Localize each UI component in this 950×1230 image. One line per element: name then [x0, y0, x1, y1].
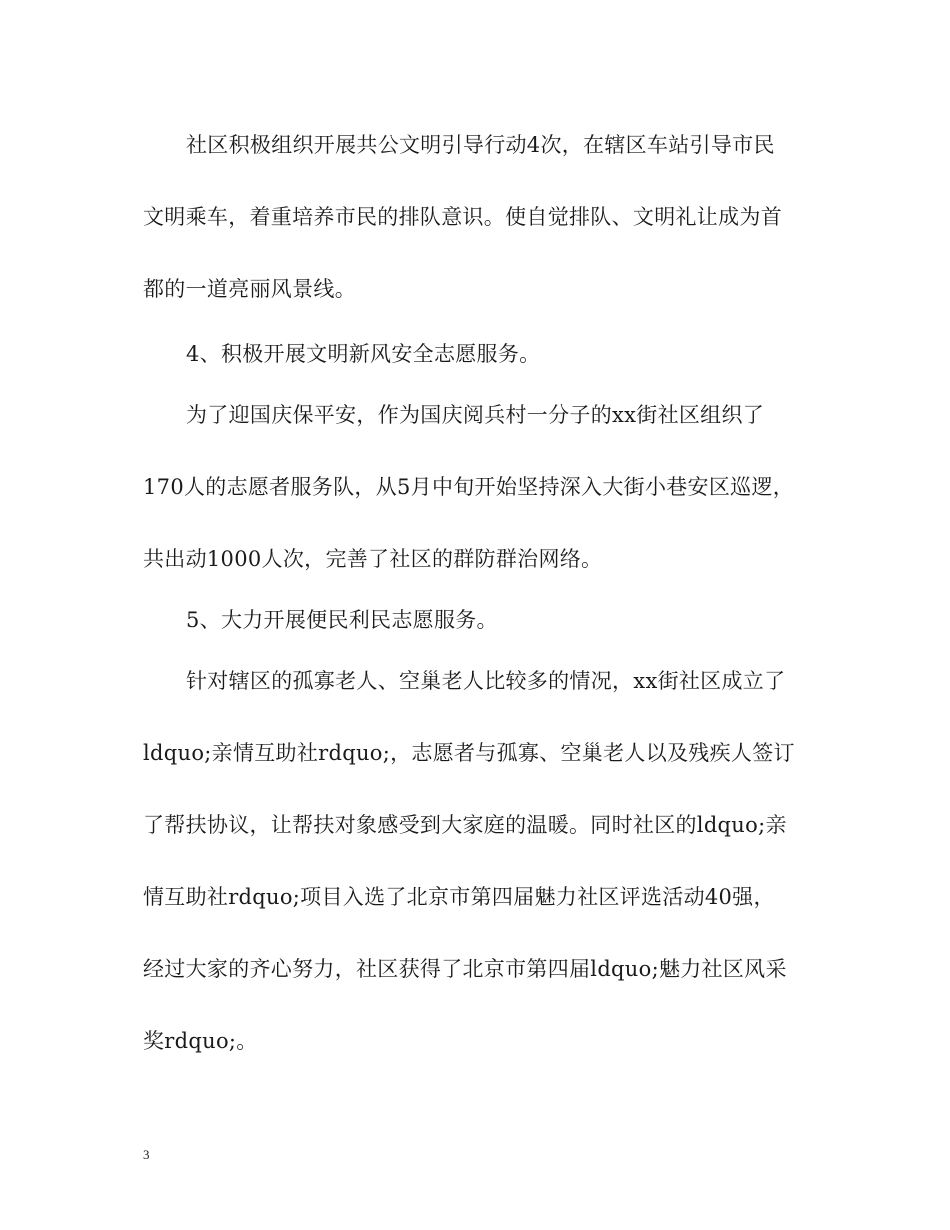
section-heading: 4、积极开展文明新风安全志愿服务。 [186, 342, 541, 366]
paragraph-line: 都的一道亮丽风景线。 [143, 277, 356, 301]
paragraph-line: 共出动1000人次，完善了社区的群防群治网络。 [143, 547, 603, 571]
page-number: 3 [143, 1147, 150, 1162]
paragraph-line: 170人的志愿者服务队，从5月中旬开始坚持深入大街小巷安区巡逻， [143, 475, 795, 499]
paragraph-line: 文明乘车，着重培养市民的排队意识。使自觉排队、文明礼让成为首 [143, 205, 782, 229]
paragraph-line: 社区积极组织开展共公文明引导行动4次，在辖区车站引导市民 [186, 133, 775, 157]
section-heading: 5、大力开展便民利民志愿服务。 [186, 608, 498, 632]
paragraph-line: 奖rdquo;。 [143, 1029, 258, 1053]
paragraph-line: 经过大家的齐心努力，社区获得了北京市第四届ldquo;魅力社区风采 [143, 957, 787, 981]
paragraph-line: 了帮扶协议，让帮扶对象感受到大家庭的温暖。同时社区的ldquo;亲 [143, 813, 787, 837]
paragraph-line: 针对辖区的孤寡老人、空巢老人比较多的情况，xx街社区成立了 [186, 669, 786, 693]
paragraph-line: 情互助社rdquo;项目入选了北京市第四届魅力社区评选活动40强， [143, 885, 775, 909]
paragraph-line: ldquo;亲情互助社rdquo;，志愿者与孤寡、空巢老人以及残疾人签订 [143, 741, 795, 765]
paragraph-line: 为了迎国庆保平安，作为国庆阅兵村一分子的xx街社区组织了 [186, 403, 765, 427]
